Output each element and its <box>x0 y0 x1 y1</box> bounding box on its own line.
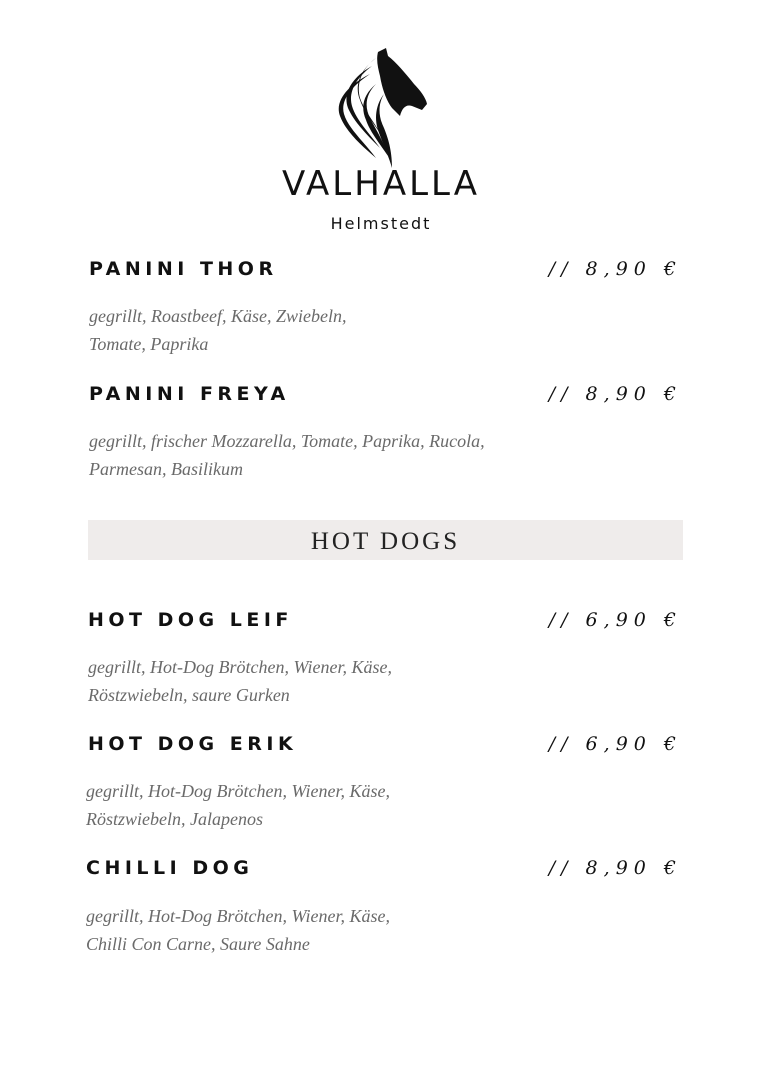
menu-item-name: CHILLI DOG <box>86 857 254 879</box>
menu-item-price: // 8,90 € <box>548 857 682 879</box>
menu-item-description <box>86 777 566 833</box>
menu-item-name: PANINI FREYA <box>89 383 290 405</box>
menu-item-name: HOT DOG LEIF <box>88 609 293 631</box>
section-title: HOT DOGS <box>310 528 461 555</box>
menu-item-description <box>86 902 566 958</box>
description-line: Röstzwiebeln, saure Gurken <box>88 685 290 705</box>
menu-item-price: // 8,90 € <box>548 258 682 280</box>
section-header-bar <box>88 520 683 560</box>
description-line: gegrillt, Roastbeef, Käse, Zwiebeln, <box>89 306 347 326</box>
menu-item-description <box>89 302 569 358</box>
description-line: gegrillt, Hot-Dog Brötchen, Wiener, Käse, <box>86 781 390 801</box>
menu-item-description <box>88 653 568 709</box>
horse-head-icon <box>326 44 436 174</box>
description-line: gegrillt, frischer Mozzarella, Tomate, Paprika, Rucola, <box>89 431 485 451</box>
description-line: Tomate, Paprika <box>89 334 209 354</box>
menu-item-price: // 8,90 € <box>548 383 682 405</box>
description-line: Chilli Con Carne, Saure Sahne <box>86 934 310 954</box>
menu-item-price: // 6,90 € <box>548 609 682 631</box>
description-line: Parmesan, Basilikum <box>89 459 243 479</box>
menu-item-price: // 6,90 € <box>548 733 682 755</box>
menu-item-name: PANINI THOR <box>89 258 278 280</box>
menu-item-name: HOT DOG ERIK <box>88 733 298 755</box>
brand-city: Helmstedt <box>330 214 432 233</box>
brand-name: VALHALLA <box>281 164 481 204</box>
description-line: gegrillt, Hot-Dog Brötchen, Wiener, Käse, <box>86 906 390 926</box>
menu-item-description <box>89 427 569 483</box>
description-line: Röstzwiebeln, Jalapenos <box>86 809 263 829</box>
description-line: gegrillt, Hot-Dog Brötchen, Wiener, Käse, <box>88 657 392 677</box>
